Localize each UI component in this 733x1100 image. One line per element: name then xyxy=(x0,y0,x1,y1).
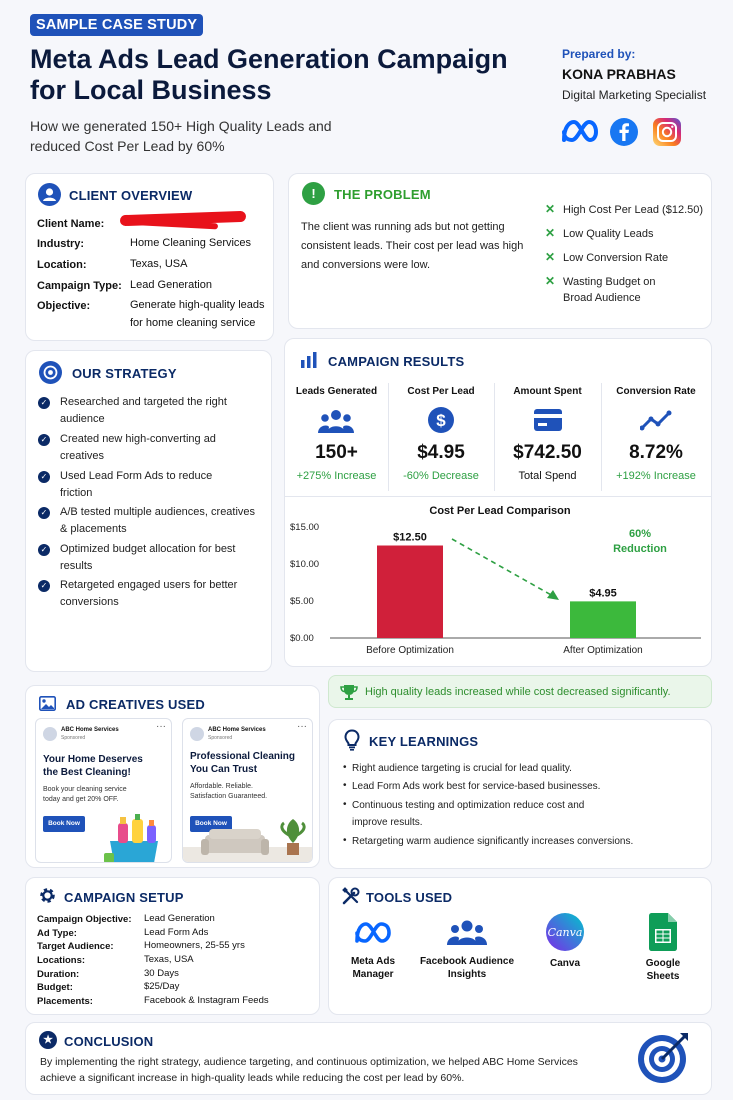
conclusion-heading: CONCLUSION xyxy=(64,1034,154,1049)
problem-item: Wasting Budget on Broad Audience xyxy=(563,276,656,304)
cleaning-supplies-icon xyxy=(100,811,172,863)
bar-data-label: $4.95 xyxy=(589,587,617,600)
gear-icon xyxy=(38,886,57,905)
facebook-icon[interactable] xyxy=(610,118,638,146)
image-icon xyxy=(39,696,56,711)
setup-label: Locations: xyxy=(37,955,86,966)
meta-icon xyxy=(353,920,393,946)
x-icon: ✕ xyxy=(545,226,556,240)
setup-value: Facebook & Instagram Feeds xyxy=(144,995,269,1006)
setup-label: Campaign Objective: xyxy=(37,914,132,925)
star-icon: ★ xyxy=(39,1031,57,1049)
ad-body: Book your cleaning service today and get 20% OFF. xyxy=(43,786,127,803)
y-tick-label: $15.00 xyxy=(290,522,320,533)
strategy-item: Used Lead Form Ads to reduce friction xyxy=(60,470,213,499)
bullet-dot: • xyxy=(343,780,347,791)
problem-text: The client was running ads but not getting consistent leads. Their cost per lead was high and conversions were low. xyxy=(301,221,524,271)
learning-item: Right audience targeting is crucial for lead quality. xyxy=(352,763,572,774)
setup-label: Budget: xyxy=(37,982,73,993)
results-card xyxy=(284,338,712,667)
metric-value: 150+ xyxy=(315,442,358,463)
metric-value: $4.95 xyxy=(417,442,465,463)
metric-label: Amount Spent xyxy=(513,386,582,397)
case-study-badge: SAMPLE CASE STUDY xyxy=(30,14,203,36)
metric-sub: +192% Increase xyxy=(616,470,696,482)
setup-value: 30 Days xyxy=(144,968,179,979)
conclusion-card xyxy=(25,1022,712,1095)
y-tick-label: $10.00 xyxy=(290,559,320,570)
highlight-banner xyxy=(328,675,712,708)
industry-label: Industry: xyxy=(37,238,85,250)
bar-before xyxy=(377,546,443,639)
ad-body: Affordable. Reliable. Satisfaction Guaranteed. xyxy=(190,783,268,800)
learning-item: Lead Form Ads work best for service-based businesses. xyxy=(352,781,601,792)
problem-item: High Cost Per Lead ($12.50) xyxy=(563,204,704,216)
strategy-item: Created new high-converting ad creatives xyxy=(60,433,216,462)
problem-item: Low Conversion Rate xyxy=(563,252,669,264)
ad-preview[interactable] xyxy=(35,718,172,863)
bar-after xyxy=(570,601,636,638)
avatar xyxy=(190,727,204,741)
setup-label: Duration: xyxy=(37,969,80,980)
tool-label: Meta Ads Manager xyxy=(350,956,396,980)
more-icon[interactable]: ··· xyxy=(297,721,307,732)
ad-sponsored: Sponsored xyxy=(208,735,233,741)
bar-data-label: $12.50 xyxy=(393,531,427,544)
location-label: Location: xyxy=(37,259,87,271)
metric-value: $742.50 xyxy=(513,442,582,463)
svg-text:$: $ xyxy=(436,411,446,430)
sheets-icon xyxy=(649,913,677,951)
chart-title: Cost Per Lead Comparison xyxy=(429,505,571,517)
ad-creatives-heading: AD CREATIVES USED xyxy=(66,697,205,712)
y-tick-label: $5.00 xyxy=(290,596,314,607)
ad-brand: ABC Home Services xyxy=(208,727,266,733)
campaign-setup-heading: CAMPAIGN SETUP xyxy=(64,890,184,905)
divider xyxy=(285,496,711,497)
check-icon: ✓ xyxy=(38,580,50,592)
metric-label: Leads Generated xyxy=(295,386,378,397)
ad-headline: Professional Cleaning You Can Trust xyxy=(190,751,296,775)
ad-headline: Your Home Deserves the Best Cleaning! xyxy=(43,754,143,778)
target-icon xyxy=(39,361,62,384)
strategy-heading: OUR STRATEGY xyxy=(72,366,177,381)
x-icon: ✕ xyxy=(545,202,556,216)
chart-annotation-line2: Reduction xyxy=(613,543,667,555)
setup-value: Homeowners, 25-55 yrs xyxy=(144,940,245,951)
metric-sub: Total Spend xyxy=(518,470,577,482)
target-icon xyxy=(636,1029,692,1085)
x-category-label: Before Optimization xyxy=(366,645,454,656)
campaign-setup-card xyxy=(25,877,320,1015)
trophy-icon xyxy=(340,683,358,701)
campaign-type-value: Lead Generation xyxy=(130,279,212,291)
instagram-icon[interactable] xyxy=(653,118,681,146)
setup-value: $25/Day xyxy=(144,981,180,992)
tools-card xyxy=(328,877,712,1015)
trend-icon xyxy=(640,409,672,431)
ad-creatives-card xyxy=(25,685,320,868)
tools-icon xyxy=(342,887,360,905)
key-learnings-card xyxy=(328,719,712,869)
setup-value: Texas, USA xyxy=(144,954,194,965)
setup-value: Lead Generation xyxy=(144,913,215,924)
users-icon xyxy=(447,918,487,946)
ad-sponsored: Sponsored xyxy=(61,735,86,741)
metric-sub: +275% Increase xyxy=(296,470,377,482)
location-value: Texas, USA xyxy=(130,258,188,270)
bar-chart-icon xyxy=(300,351,318,369)
problem-item: Low Quality Leads xyxy=(563,228,654,240)
tool-label: Google Sheets xyxy=(645,958,681,982)
strategy-item: Retargeted engaged users for better conversions xyxy=(60,579,238,608)
setup-label: Ad Type: xyxy=(37,928,77,939)
bullet-dot: • xyxy=(343,762,347,773)
problem-heading: THE PROBLEM xyxy=(334,187,431,202)
setup-value: Lead Form Ads xyxy=(144,927,209,938)
canva-icon xyxy=(546,913,584,951)
bullet-dot: • xyxy=(343,799,347,810)
objective-label: Objective: xyxy=(37,300,91,312)
metric-value: 8.72% xyxy=(629,442,683,463)
page-subtitle: How we generated 150+ High Quality Leads and reduced Cost Per Lead by 60% xyxy=(30,118,332,154)
users-icon xyxy=(318,407,354,435)
more-icon[interactable]: ··· xyxy=(156,721,166,732)
setup-label: Placements: xyxy=(37,996,93,1007)
strategy-item: Optimized budget allocation for best results xyxy=(60,543,236,572)
meta-icon[interactable] xyxy=(560,118,600,146)
cost-per-lead-chart xyxy=(285,499,711,665)
strategy-item: Researched and targeted the right audience xyxy=(60,396,227,425)
learning-item: Retargeting warm audience significantly increases conversions. xyxy=(352,836,634,847)
client-name-label: Client Name: xyxy=(37,218,105,230)
user-icon xyxy=(38,183,61,206)
tool-label: Facebook Audience Insights xyxy=(419,956,515,980)
sofa-icon xyxy=(183,807,313,863)
problem-card xyxy=(288,173,712,329)
alert-icon: ! xyxy=(302,182,325,205)
x-icon: ✕ xyxy=(545,274,556,288)
metric-label: Cost Per Lead xyxy=(407,386,475,397)
conclusion-text: By implementing the right strategy, audience targeting, and continuous optimization, we helped ABC Home Services achieve a significant increase in high-quality leads while reducing the cost per lead by 60%. xyxy=(40,1056,578,1084)
learning-item: Continuous testing and optimization reduce cost and improve results. xyxy=(352,800,585,828)
reduction-arrow-line xyxy=(452,539,553,596)
check-icon: ✓ xyxy=(38,397,50,409)
check-icon: ✓ xyxy=(38,544,50,556)
book-now-button[interactable]: Book Now xyxy=(43,816,85,832)
check-icon: ✓ xyxy=(38,471,50,483)
highlight-text: High quality leads increased while cost decreased significantly. xyxy=(365,686,671,698)
ad-preview[interactable] xyxy=(182,718,313,863)
results-heading: CAMPAIGN RESULTS xyxy=(328,354,465,369)
book-now-button[interactable]: Book Now xyxy=(190,816,232,832)
svg-text:Canva: Canva xyxy=(547,926,583,939)
metric-sub-text: -60% Decrease xyxy=(403,470,479,482)
client-overview-heading: CLIENT OVERVIEW xyxy=(69,188,193,203)
setup-label: Target Audience: xyxy=(37,941,114,952)
card-icon xyxy=(534,409,562,431)
y-tick-label: $0.00 xyxy=(290,633,314,644)
tools-heading: TOOLS USED xyxy=(366,890,453,905)
prepared-name: KONA PRABHAS xyxy=(562,66,676,82)
x-category-label: After Optimization xyxy=(563,645,643,656)
check-icon: ✓ xyxy=(38,507,50,519)
industry-value: Home Cleaning Services xyxy=(130,237,252,249)
x-icon: ✕ xyxy=(545,250,556,264)
strategy-card xyxy=(25,350,272,672)
page-title: Meta Ads Lead Generation Campaign for Local Business xyxy=(30,44,508,105)
metric-label: Conversion Rate xyxy=(616,386,696,397)
objective-value: Generate high-quality leads for home cleaning service xyxy=(130,299,265,329)
avatar xyxy=(43,727,57,741)
lightbulb-icon xyxy=(344,729,360,751)
dollar-icon xyxy=(428,407,454,433)
key-learnings-heading: KEY LEARNINGS xyxy=(369,734,479,749)
prepared-label: Prepared by: xyxy=(562,47,636,61)
campaign-type-label: Campaign Type: xyxy=(37,280,122,292)
reduction-arrow-head xyxy=(547,590,559,600)
bullet-dot: • xyxy=(343,835,347,846)
chart-annotation-line1: 60% xyxy=(628,528,652,540)
strategy-item: A/B tested multiple audiences, creatives & placements xyxy=(60,506,256,535)
prepared-role: Digital Marketing Specialist xyxy=(562,88,707,102)
tool-label: Canva xyxy=(549,958,580,969)
check-icon: ✓ xyxy=(38,434,50,446)
client-overview-card xyxy=(25,173,274,341)
ad-brand: ABC Home Services xyxy=(61,727,119,733)
metric-sub xyxy=(388,470,494,482)
